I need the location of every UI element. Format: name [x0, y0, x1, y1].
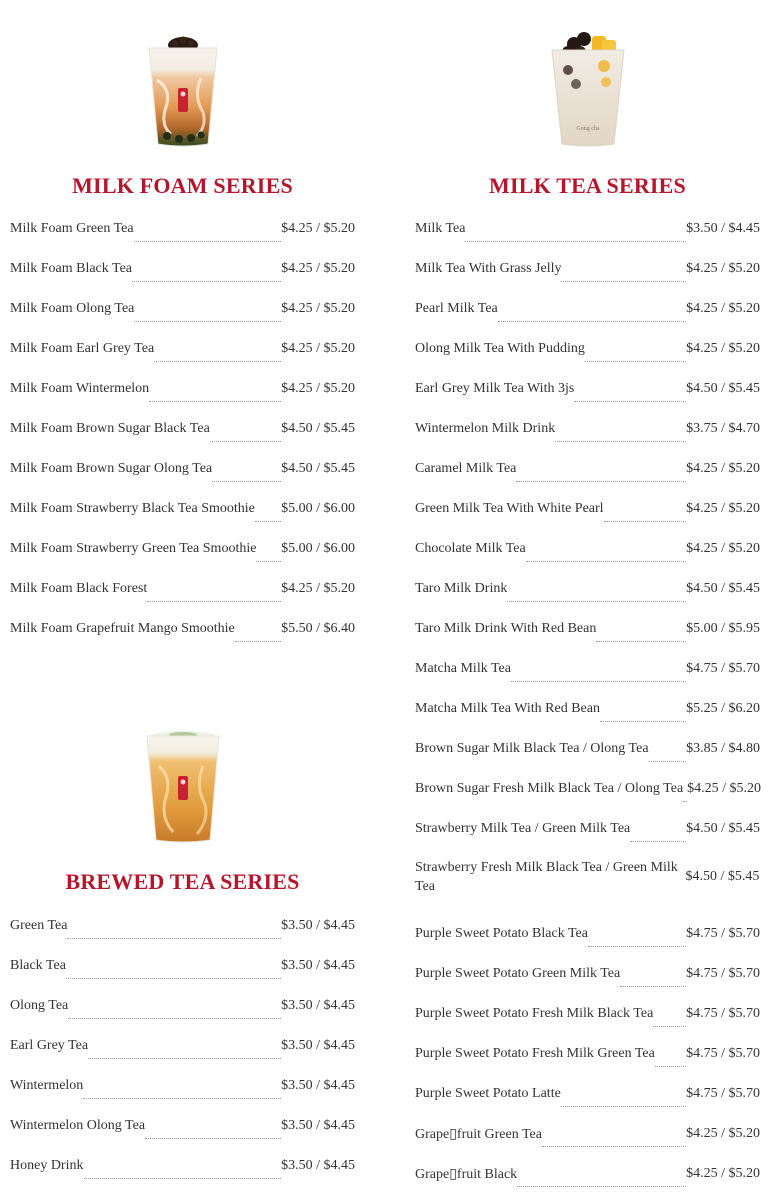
- menu-item-name: Earl Grey Tea: [10, 1038, 89, 1053]
- menu-item-price: $4.25 / $5.20: [686, 301, 760, 316]
- menu-item-name: Purple Sweet Potato Latte: [415, 1086, 561, 1101]
- dot-leader: [67, 926, 281, 939]
- dot-leader: [555, 429, 686, 442]
- dot-leader: [132, 269, 281, 282]
- dot-leader: [84, 1166, 282, 1179]
- menu-item-name: Green Tea: [10, 918, 68, 933]
- menu-item-price: $4.25 / $5.20: [686, 501, 760, 516]
- dot-leader: [68, 1006, 281, 1019]
- menu-item-name: Pearl Milk Tea: [415, 301, 498, 316]
- menu-item: [10, 409, 355, 449]
- dot-leader: [149, 389, 281, 402]
- menu-item-name: Taro Milk Drink With Red Bean: [415, 621, 597, 636]
- dot-leader: [542, 1134, 686, 1147]
- menu-item-name: Olong Milk Tea With Pudding: [415, 341, 585, 356]
- menu-item: [10, 569, 355, 609]
- menu-item-name: Grape▯fruit Green Tea: [415, 1126, 542, 1142]
- menu-item-price: $3.50 / $4.45: [281, 1078, 355, 1093]
- dot-leader: [83, 1086, 281, 1099]
- menu-item-name: Milk Foam Green Tea: [10, 221, 134, 236]
- dot-leader: [517, 1174, 686, 1187]
- menu-item-name: Purple Sweet Potato Green Milk Tea: [415, 966, 621, 981]
- menu-item: [415, 329, 760, 369]
- menu-item: [10, 209, 355, 249]
- dot-leader: [507, 589, 686, 602]
- menu-item: [415, 1034, 760, 1074]
- menu-item: [415, 489, 760, 529]
- menu-item-price: $5.50 / $6.40: [281, 621, 355, 636]
- dot-leader: [596, 629, 686, 642]
- menu-item: [415, 649, 760, 689]
- dot-leader: [66, 966, 281, 979]
- dot-leader: [255, 509, 281, 522]
- menu-item: [415, 289, 760, 329]
- menu-item-price: $4.25 / $5.20: [686, 461, 760, 476]
- menu-item-price: $4.50 / $5.45: [281, 421, 355, 436]
- menu-item-name: Grape▯fruit Black: [415, 1166, 518, 1182]
- menu-item: [10, 489, 355, 529]
- menu-item: [10, 1106, 355, 1146]
- dot-leader: [88, 1046, 281, 1059]
- menu-item-name: Milk Tea: [415, 221, 466, 236]
- menu-item-name: Green Milk Tea With White Pearl: [415, 501, 604, 516]
- menu-item: [415, 954, 760, 994]
- menu-item-price: $4.25 / $5.20: [686, 341, 760, 356]
- menu-item-price: $4.25 / $5.20: [686, 261, 760, 276]
- dot-leader: [526, 549, 686, 562]
- dot-leader: [256, 549, 281, 562]
- milk-tea-section: [415, 30, 760, 199]
- menu-item-name: Black Tea: [10, 958, 66, 973]
- menu-item: [10, 906, 355, 946]
- menu-item-name: Earl Grey Milk Tea With 3js: [415, 381, 575, 396]
- dot-leader: [655, 1054, 686, 1067]
- dot-leader: [516, 469, 686, 482]
- menu-item-name: Brown Sugar Milk Black Tea / Olong Tea: [415, 741, 649, 756]
- milk-foam-cup-icon: [10, 30, 355, 150]
- menu-item-name: Brown Sugar Fresh Milk Black Tea / Olong Tea: [415, 781, 684, 796]
- menu-item: [415, 729, 760, 769]
- menu-item: [10, 1066, 355, 1106]
- menu-item: [10, 249, 355, 289]
- menu-item-price: $4.25 / $5.20: [281, 381, 355, 396]
- menu-item-price: $4.50 / $5.45: [686, 581, 760, 596]
- menu-item-price: $3.85 / $4.80: [686, 741, 760, 756]
- menu-item-name: Matcha Milk Tea: [415, 661, 511, 676]
- menu-item: [415, 689, 760, 729]
- menu-item-name: Milk Foam Olong Tea: [10, 301, 135, 316]
- menu-item-name: Strawberry Milk Tea / Green Milk Tea: [415, 821, 631, 836]
- brewed-tea-title: BREWED TEA SERIES: [65, 869, 300, 894]
- menu-item-price: $5.00 / $6.00: [281, 501, 355, 516]
- menu-item-name: Milk Tea With Grass Jelly: [415, 261, 562, 276]
- menu-item-name: Olong Tea: [10, 998, 69, 1013]
- dot-leader: [147, 589, 281, 602]
- menu-item-price: $5.25 / $6.20: [686, 701, 760, 716]
- menu-item-price: $4.50 / $5.45: [281, 461, 355, 476]
- menu-item-price: $5.00 / $5.95: [686, 621, 760, 636]
- menu-item-name: Purple Sweet Potato Black Tea: [415, 926, 588, 941]
- menu-item: [415, 1154, 760, 1194]
- dot-leader: [630, 829, 686, 842]
- milk-tea-cup-icon: [415, 30, 760, 150]
- menu-item-price: $4.25 / $5.20: [686, 541, 760, 556]
- menu-item-price: $4.75 / $5.70: [686, 661, 760, 676]
- menu-item-name: Milk Foam Black Tea: [10, 261, 133, 276]
- menu-item-name: Wintermelon Milk Drink: [415, 421, 556, 436]
- menu-item: [415, 449, 760, 489]
- menu-item-name: Honey Drink: [10, 1158, 84, 1173]
- menu-item: [10, 609, 355, 649]
- menu-item-price: $4.25 / $5.20: [281, 261, 355, 276]
- menu-item-price: $3.50 / $4.45: [281, 918, 355, 933]
- menu-item-price: $4.75 / $5.70: [686, 1006, 760, 1021]
- dot-leader: [588, 934, 686, 947]
- menu-item-price: $4.75 / $5.70: [686, 1046, 760, 1061]
- menu-item-price: $3.50 / $4.45: [281, 1038, 355, 1053]
- menu-item-name: Milk Foam Brown Sugar Black Tea: [10, 421, 210, 436]
- menu-item: [10, 946, 355, 986]
- menu-item: [415, 849, 760, 905]
- menu-item-price: $5.00 / $6.00: [281, 541, 355, 556]
- menu-item-name: Milk Foam Grapefruit Mango Smoothie: [10, 621, 235, 636]
- menu-item-name: Milk Foam Wintermelon: [10, 381, 150, 396]
- menu-item: [415, 1114, 760, 1154]
- menu-item-price: $3.75 / $4.70: [686, 421, 760, 436]
- menu-item-price: $3.50 / $4.45: [281, 958, 355, 973]
- menu-item-price: $4.25 / $5.20: [281, 301, 355, 316]
- menu-item: [415, 1074, 760, 1114]
- dot-leader: [134, 229, 282, 242]
- menu-item: [415, 809, 760, 849]
- menu-item-price: $3.50 / $4.45: [686, 221, 760, 236]
- menu-item: [415, 369, 760, 409]
- dot-leader: [498, 309, 686, 322]
- menu-item: [415, 609, 760, 649]
- menu-item-price: $3.50 / $4.45: [281, 998, 355, 1013]
- dot-leader: [574, 389, 686, 402]
- dot-leader: [653, 1014, 686, 1027]
- dot-leader: [145, 1126, 281, 1139]
- dot-leader: [235, 629, 281, 642]
- dot-leader: [134, 309, 281, 322]
- brewed-tea-cup-icon: [10, 726, 355, 846]
- menu-item-price: $4.50 / $5.45: [686, 381, 760, 396]
- dot-leader: [604, 509, 687, 522]
- dot-leader: [210, 429, 281, 442]
- menu-item: [415, 914, 760, 954]
- dot-leader: [649, 749, 687, 762]
- milk-tea-title: MILK TEA SERIES: [488, 173, 686, 198]
- menu-item-price: $4.25 / $5.20: [686, 1126, 760, 1141]
- menu-item-name: Taro Milk Drink: [415, 581, 508, 596]
- menu-item-price: $4.50 / $5.45: [685, 869, 760, 884]
- dot-leader: [511, 669, 686, 682]
- menu-item-name: Caramel Milk Tea: [415, 461, 517, 476]
- dot-leader: [154, 349, 281, 362]
- menu-item-name: Matcha Milk Tea With Red Bean: [415, 701, 600, 716]
- menu-item-price: $3.50 / $4.45: [281, 1158, 355, 1173]
- menu-item: [10, 986, 355, 1026]
- menu-item-name: Milk Foam Brown Sugar Olong Tea: [10, 461, 213, 476]
- menu-item: [10, 529, 355, 569]
- dot-leader: [561, 269, 686, 282]
- menu-item-name: Strawberry Fresh Milk Black Tea / Green Milk Tea: [415, 860, 678, 894]
- menu-item: [415, 209, 760, 249]
- menu-item-name: Wintermelon Olong Tea: [10, 1118, 146, 1133]
- brewed-tea-section: [10, 726, 355, 895]
- menu-item: [10, 329, 355, 369]
- menu-item: [10, 1026, 355, 1066]
- menu-item: [10, 289, 355, 329]
- menu-item-price: $4.50 / $5.45: [686, 821, 760, 836]
- dot-leader: [212, 469, 281, 482]
- dot-leader: [600, 709, 686, 722]
- svg-text:Gong cha: Gong cha: [575, 126, 600, 132]
- menu-item: [415, 409, 760, 449]
- menu-item-name: Purple Sweet Potato Fresh Milk Black Tea: [415, 1006, 654, 1021]
- menu-item: [415, 994, 760, 1034]
- menu-item-price: $4.75 / $5.70: [686, 966, 760, 981]
- menu-item-name: Purple Sweet Potato Fresh Milk Green Tea: [415, 1046, 655, 1061]
- menu-item: [415, 529, 760, 569]
- dot-leader: [620, 974, 686, 987]
- dot-leader: [561, 1094, 686, 1107]
- milk-foam-title: MILK FOAM SERIES: [72, 173, 293, 198]
- menu-item-name: Milk Foam Black Forest: [10, 581, 148, 596]
- menu-item: [415, 249, 760, 289]
- menu-item-name: Chocolate Milk Tea: [415, 541, 526, 556]
- menu-item-price: $4.25 / $5.20: [281, 581, 355, 596]
- milk-foam-section: [10, 30, 355, 199]
- menu-item-price: $4.25 / $5.20: [281, 221, 355, 236]
- menu-item-name: Milk Foam Strawberry Green Tea Smoothie: [10, 541, 257, 556]
- menu-item-price: $4.25 / $5.20: [687, 781, 762, 796]
- menu-item-price: $4.75 / $5.70: [686, 1086, 760, 1101]
- menu-item-price: $4.25 / $5.20: [686, 1166, 760, 1181]
- menu-item-name: Milk Foam Earl Grey Tea: [10, 341, 155, 356]
- dot-leader: [585, 349, 686, 362]
- dot-leader: [465, 229, 686, 242]
- menu-item: [10, 1146, 355, 1186]
- menu-item-price: $4.25 / $5.20: [281, 341, 355, 356]
- menu-item-name: Wintermelon: [10, 1078, 84, 1093]
- menu-item-name: Milk Foam Strawberry Black Tea Smoothie: [10, 501, 255, 516]
- menu-item: [415, 569, 760, 609]
- menu-item-price: $3.50 / $4.45: [281, 1118, 355, 1133]
- menu-item: [10, 369, 355, 409]
- menu-item: [10, 449, 355, 489]
- menu-item: [415, 769, 760, 809]
- menu-item-price: $4.75 / $5.70: [686, 926, 760, 941]
